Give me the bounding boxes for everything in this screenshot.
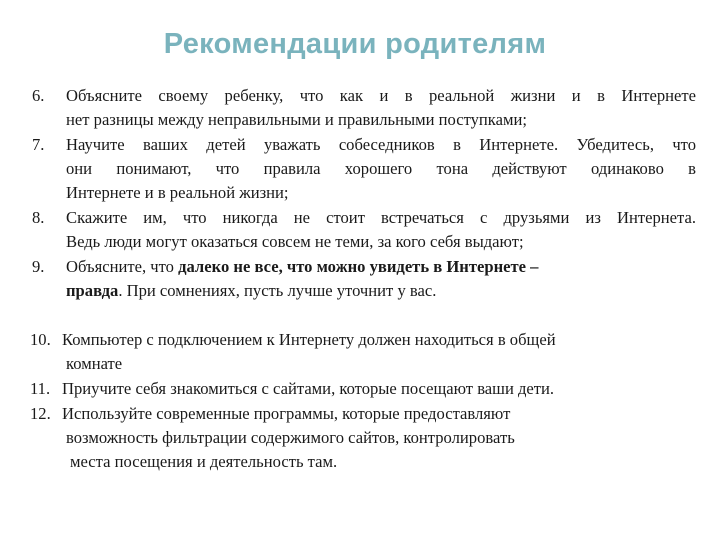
list-item [0, 133, 720, 207]
item-line: Приучите себя знакомиться с сайтами, которые посещают ваши дети. [62, 379, 555, 398]
list-item [0, 255, 720, 305]
item-text-bold: далеко не все, что можно увидеть в Интернете – [178, 257, 539, 276]
item-number: 6. [32, 86, 45, 105]
item-line: места посещения и деятельность там. [70, 452, 338, 471]
item-number: 8. [32, 208, 45, 227]
item-number: 12. [30, 404, 51, 423]
list-item [0, 377, 720, 403]
item-number: 9. [32, 257, 45, 276]
list-item [0, 84, 720, 134]
slide-title: Рекомендации родителям [163, 28, 547, 60]
list-item [0, 206, 720, 256]
item-line: возможность фильтрации содержимого сайтов, контролировать [66, 428, 515, 447]
list-item [0, 402, 720, 476]
item-line [66, 255, 666, 279]
item-line [66, 279, 436, 303]
item-line: Используйте современные программы, которые предоставляют [62, 404, 511, 423]
item-text-plain: . При сомнениях, пусть лучше уточнит у вас. [118, 281, 437, 300]
item-line: комнате [66, 354, 123, 373]
item-number: 10. [30, 330, 51, 349]
list-item [0, 328, 720, 378]
item-line: Интернете и в реальной жизни; [66, 183, 289, 202]
item-line: Компьютер с подключением к Интернету должен находиться в общей [62, 330, 556, 349]
item-line: Скажите им, что никогда не стоит встречаться с друзьями из Интернета. [66, 208, 696, 227]
item-line: они понимают, что правила хорошего тона действуют одинаково в [66, 159, 696, 178]
item-line: Научите ваших детей уважать собеседников в Интернете. Убедитесь, что [66, 135, 696, 154]
item-number: 7. [32, 135, 45, 154]
item-text-plain: Объясните, что [66, 257, 179, 276]
item-number: 11. [30, 379, 51, 398]
item-text-bold: правда [66, 281, 119, 300]
item-line: нет разницы между неправильными и правильными поступками; [66, 110, 527, 129]
item-line: Ведь люди могут оказаться совсем не теми, за кого себя выдают; [66, 232, 524, 251]
item-line: Объясните своему ребенку, что как и в реальной жизни и в Интернете [66, 86, 696, 105]
